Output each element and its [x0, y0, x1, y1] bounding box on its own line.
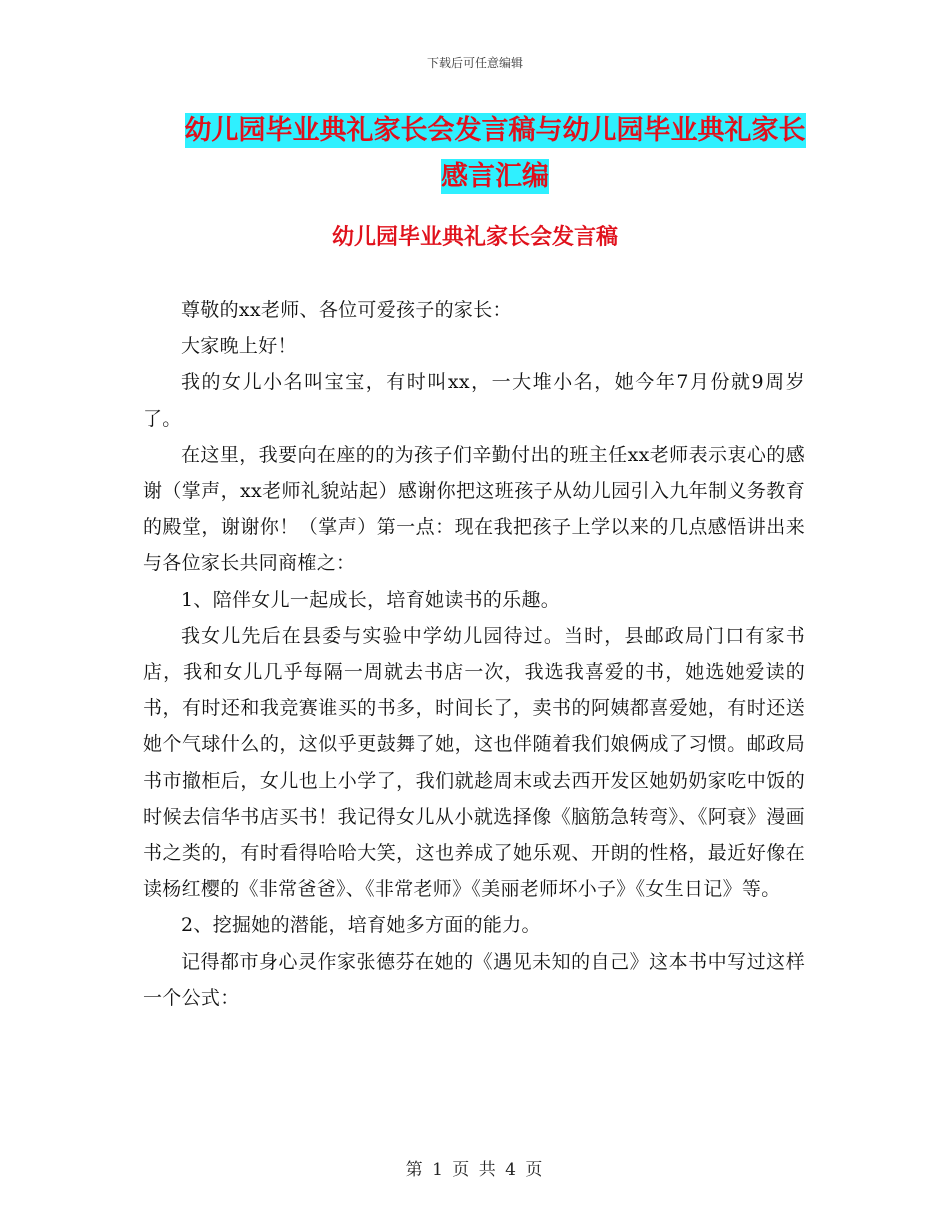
- paragraph-point-heading: 1、陪伴女儿一起成长，培育她读书的乐趣。: [181, 588, 561, 611]
- page-header: 下载后可任意编辑: [426, 56, 523, 70]
- paragraph-salutation: 尊敬的xx老师、各位可爱孩子的家长：: [181, 299, 512, 321]
- paragraph-greeting: 大家晚上好！: [181, 335, 297, 358]
- document-title: [150, 108, 840, 200]
- paragraph-point-heading: 2、挖掘她的潜能，培育她多方面的能力。: [181, 914, 541, 937]
- section-title: 幼儿园毕业典礼家长会发言稿: [331, 225, 618, 250]
- paragraph: 我女儿先后在县委与实验中学幼儿园待过。当时，县邮政局门口有家书店，我和女儿几乎每隔一周就去书店一次，我选我喜爱的书，她选她爱读的书，有时还和我竞赛谁买的书多，时间长了，卖书的阿姨都喜爱她，有时还送她个气球什么的，这似乎更鼓舞了她，这也伴随着我们娘俩成了习惯。邮政局书市撤柜后，女儿也上小学了，我们就趁周末或去西开发区她奶奶家吃中饭的时候去信华书店买书！我记得女儿从小就选择像《脑筋急转弯》、《阿衰》漫画书之类的，有时看得哈哈大笑，这也养成了她乐观、开朗的性格，最近好像在读杨红樱的《非常爸爸》、《非常老师》《美丽老师坏小子》《女生日记》等。: [143, 624, 805, 901]
- paragraph: 我的女儿小名叫宝宝，有时叫xx，一大堆小名，她今年7月份就9周岁了。: [143, 371, 805, 430]
- paragraph: 记得都市身心灵作家张德芬在她的《遇见未知的自己》这本书中写过这样一个公式：: [143, 950, 805, 1009]
- page-footer: 第 1 页 共 4 页: [405, 1160, 545, 1180]
- document-title-line-1: 幼儿园毕业典礼家长会发言稿与幼儿园毕业典礼家长: [184, 115, 806, 146]
- paragraph: 在这里，我要向在座的的为孩子们辛勤付出的班主任xx老师表示衷心的感谢（掌声，xx老师礼貌站起）感谢你把这班孩子从幼儿园引入九年制义务教育的殿堂，谢谢你！（掌声）第一点：现在我把孩子上学以来的几点感悟讲出来与各位家长共同商榷之：: [143, 443, 805, 575]
- body-text: [143, 292, 805, 1016]
- document-title-line-2: 感言汇编: [441, 161, 549, 192]
